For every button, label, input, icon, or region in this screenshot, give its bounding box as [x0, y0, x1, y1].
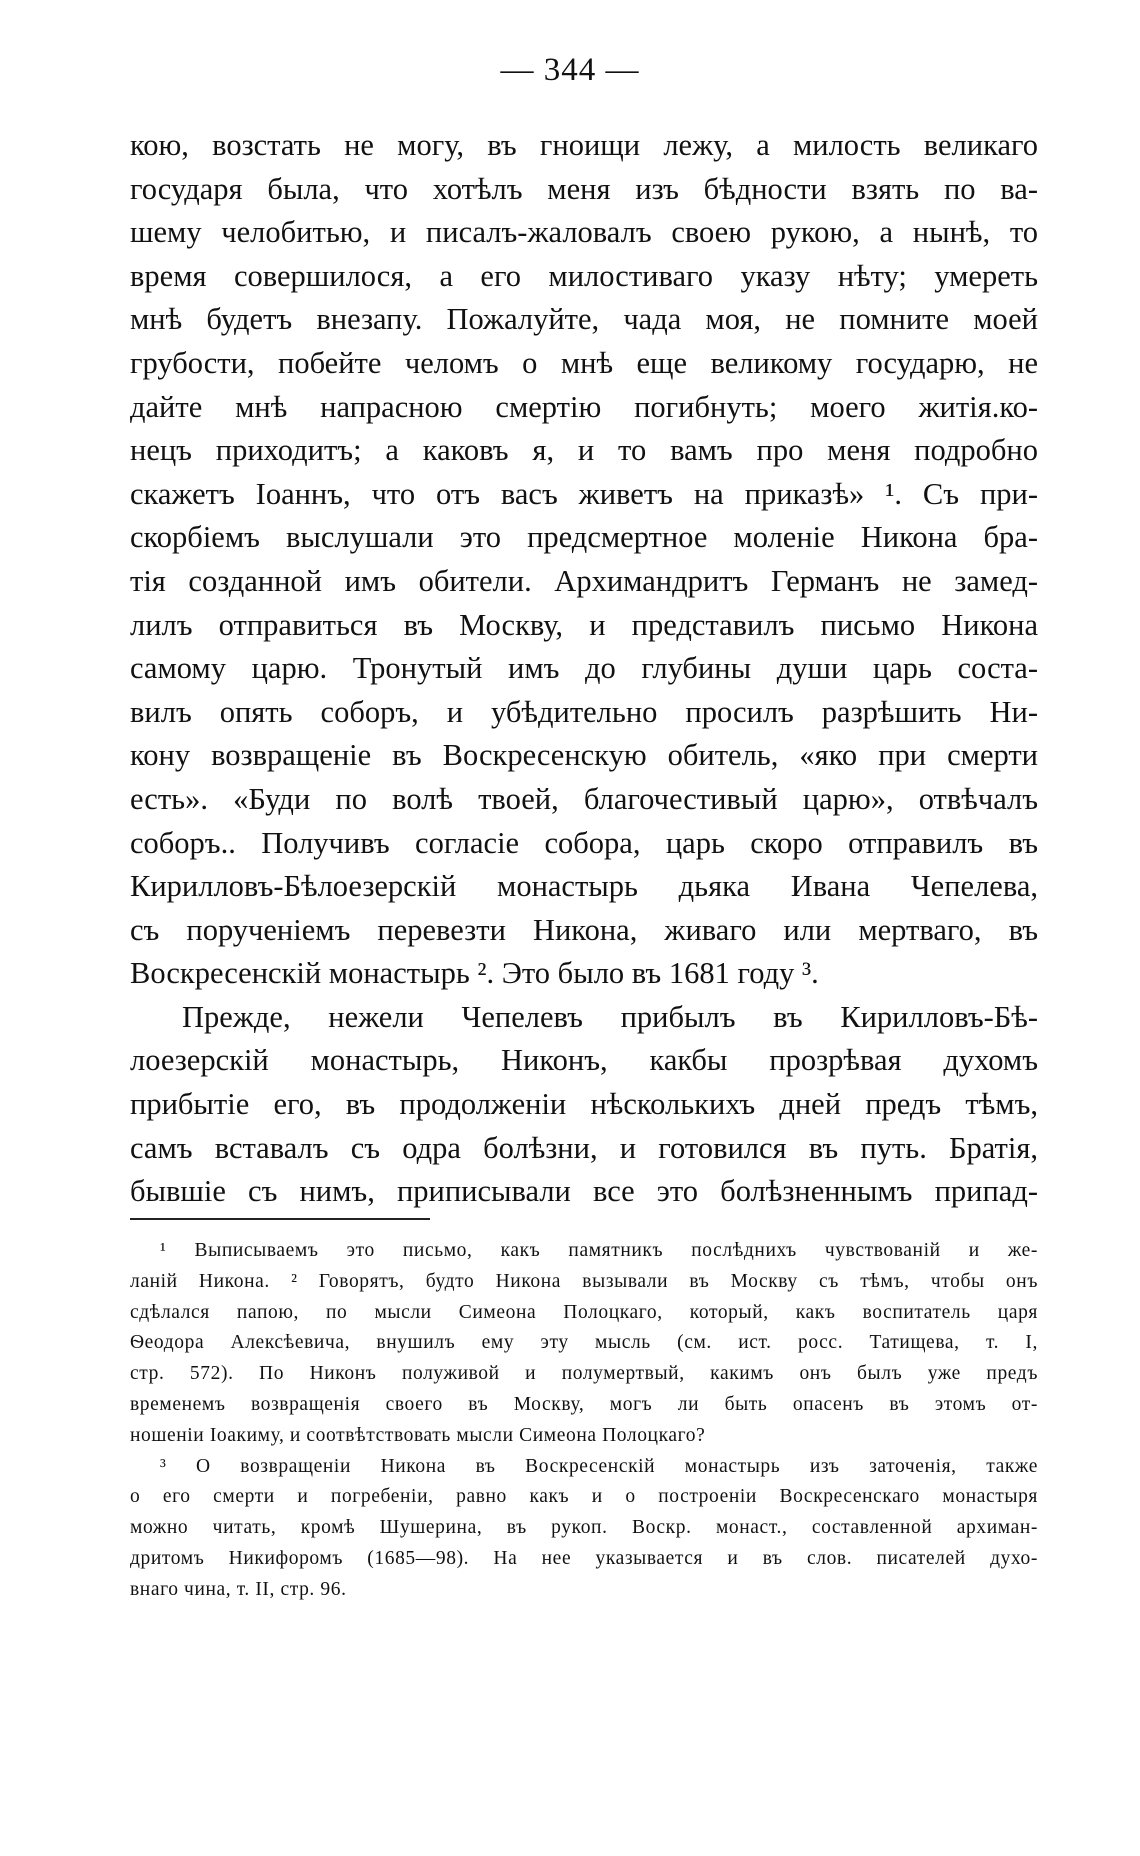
main-text	[130, 124, 1038, 1214]
text-line: грубости, побейте челомъ о мнѣ еще великому государю, не	[130, 345, 1038, 380]
footnote-line: дритомъ Никифоромъ (1685—98). На нее указывается и въ слов. писателей духо-	[130, 1547, 1038, 1569]
footnote-line: ланій Никона. ² Говорятъ, будто Никона вызывали въ Москву съ тѣмъ, чтобы онъ	[130, 1270, 1038, 1292]
footnote-line: сдѣлался папою, по мысли Симеона Полоцкаго, который, какъ воспитатель царя	[130, 1301, 1038, 1323]
text-line: нецъ приходитъ; а каковъ я, и то вамъ про меня подробно	[130, 433, 1038, 468]
text-line: самому царю. Тронутый имъ до глубины души царь соста-	[130, 651, 1038, 686]
text-line: Кирилловъ-Бѣлоезерскій монастырь дьяка Ивана Чепелева,	[130, 869, 1038, 904]
text-line: лилъ отправиться въ Москву, и представилъ письмо Никона	[130, 607, 1038, 642]
footnote-divider	[130, 1218, 430, 1220]
text-line: кону возвращеніе въ Воскресенскую обитель, «яко при смерти	[130, 738, 1038, 773]
footnote-line: можно читать, кромѣ Шушерина, въ рукоп. Воскр. монаст., составленной архиман-	[130, 1517, 1038, 1539]
text-line: прибытіе его, въ продолженіи нѣсколькихъ дней предъ тѣмъ,	[130, 1087, 1038, 1122]
footnote-line: внаго чина, т. II, стр. 96.	[130, 1578, 347, 1600]
paragraph-end-line: Воскресенскій монастырь ². Это было въ 1681 году ³.	[130, 956, 819, 991]
text-line: вилъ опять соборъ, и убѣдительно просилъ разрѣшить Ни-	[130, 694, 1038, 729]
footnote-line: ¹ Выписываемъ это письмо, какъ памятникъ послѣднихъ чувствованій и же-	[160, 1240, 1038, 1261]
text-line: бывшіе съ нимъ, приписывали все это болѣзненнымъ припад-	[130, 1174, 1038, 1209]
paragraph-start-line: Прежде, нежели Чепелевъ прибылъ въ Кирилловъ-Бѣ-	[182, 999, 1038, 1034]
text-line: тія созданной имъ обители. Архимандритъ Германъ не замед-	[130, 563, 1038, 598]
text-line: съ порученіемъ перевезти Никона, живаго или мертваго, въ	[130, 912, 1038, 947]
text-line: соборъ.. Получивъ согласіе собора, царь скоро отправилъ въ	[130, 825, 1038, 860]
text-line: мнѣ будетъ внезапу. Пожалуйте, чада моя, не помните моей	[130, 302, 1038, 337]
text-line: время совершилося, а его милостиваго указу нѣту; умереть	[130, 258, 1038, 293]
text-line: государя была, что хотѣлъ меня изъ бѣдности взять по ва-	[130, 171, 1038, 206]
footnote-line: о его смерти и погребеніи, равно какъ и о построеніи Воскресенскаго монастыря	[130, 1486, 1038, 1508]
footnote-line: стр. 572). По Никонъ полуживой и полумертвый, какимъ онъ былъ уже предъ	[130, 1363, 1038, 1385]
text-line: скорбіемъ выслушали это предсмертное моленіе Никона бра-	[130, 520, 1038, 555]
footnote-line: временемъ возвращенія своего въ Москву, могъ ли быть опасенъ въ этомъ от-	[130, 1393, 1038, 1415]
text-line: дайте мнѣ напрасною смертію погибнуть; моего житія.ко-	[130, 389, 1038, 424]
text-line: лоезерскій монастырь, Никонъ, какбы прозрѣвая духомъ	[130, 1043, 1038, 1078]
text-line: шему челобитью, и писалъ-жаловалъ своею рукою, а нынѣ, то	[130, 215, 1038, 250]
footnote-line: Ѳеодора Алексѣевича, внушилъ ему эту мысль (см. ист. росс. Татищева, т. I,	[130, 1332, 1038, 1354]
text-line: скажетъ Іоаннъ, что отъ васъ живетъ на приказѣ» ¹. Съ при-	[130, 476, 1038, 511]
text-line: самъ вставалъ съ одра болѣзни, и готовился въ путь. Братія,	[130, 1130, 1038, 1165]
footnotes	[130, 1236, 1038, 1606]
footnote-line: ношеніи Іоакиму, и соотвѣтствовать мысли Симеона Полоцкаго?	[130, 1424, 706, 1446]
text-line: кою, возстать не могу, въ гноищи лежу, а милость великаго	[130, 128, 1038, 162]
page-number: — 344 —	[500, 52, 640, 88]
text-line: есть». «Буди по волѣ твоей, благочестивый царю», отвѣчалъ	[130, 781, 1038, 816]
footnote-line: ³ О возвращеніи Никона въ Воскресенскій монастырь изъ заточенія, также	[160, 1455, 1038, 1477]
